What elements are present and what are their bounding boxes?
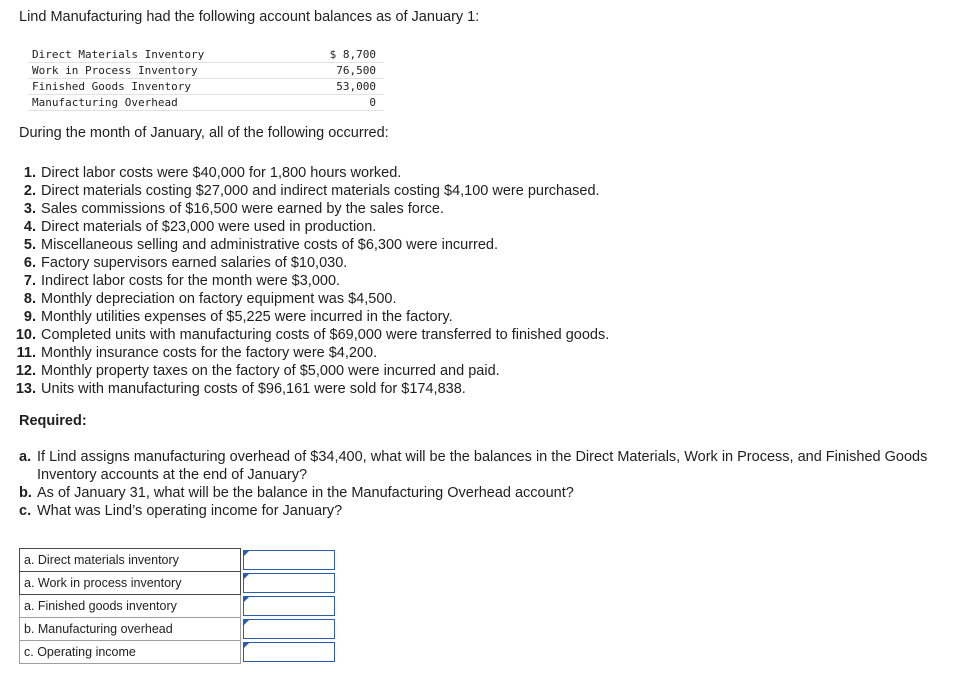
item-text: Factory supervisors earned salaries of $10,030. — [41, 255, 348, 271]
balance-label: Direct Materials Inventory — [28, 47, 276, 63]
item-text: Direct materials costing $27,000 and indirect materials costing $4,100 were purchased. — [41, 183, 600, 199]
question-letter: b. — [19, 485, 32, 501]
balance-value: 53,000 — [276, 79, 384, 95]
answer-label: c. Operating income — [20, 641, 241, 664]
balance-value: 0 — [276, 95, 384, 111]
balance-label: Work in Process Inventory — [28, 63, 276, 79]
input-marker-icon — [244, 551, 249, 556]
list-item — [10, 272, 609, 290]
item-number: 8. — [23, 291, 36, 307]
table-row — [28, 63, 384, 79]
item-text: Units with manufacturing costs of $96,161 were sold for $174,838. — [41, 381, 466, 397]
item-number: 13. — [15, 381, 36, 397]
answer-label: a. Work in process inventory — [20, 572, 241, 595]
list-item — [10, 182, 609, 200]
list-item — [10, 380, 609, 398]
item-text: Monthly insurance costs for the factory were $4,200. — [41, 345, 378, 361]
events-list — [10, 164, 609, 398]
input-marker-icon — [244, 574, 249, 579]
item-number: 9. — [23, 309, 36, 325]
question-text: If Lind assigns manufacturing overhead of $34,400, what will be the balances in the Direct Materials, Work in Process, and Finished Goods Inventory accounts at the end of January? — [37, 449, 928, 483]
item-number: 1. — [23, 165, 36, 181]
answer-label: a. Direct materials inventory — [20, 549, 241, 572]
item-text: Monthly property taxes on the factory of $5,000 were incurred and paid. — [41, 363, 500, 379]
list-item — [10, 344, 609, 362]
table-row — [28, 47, 384, 63]
list-item — [10, 254, 609, 272]
question-letter: a. — [19, 449, 32, 465]
balance-value: 76,500 — [276, 63, 384, 79]
work-in-process-input[interactable] — [243, 573, 335, 593]
answer-row — [20, 572, 336, 595]
finished-goods-input[interactable] — [243, 596, 335, 616]
list-item — [10, 308, 609, 326]
item-number: 12. — [15, 363, 36, 379]
answer-label: a. Finished goods inventory — [20, 595, 241, 618]
balance-label: Manufacturing Overhead — [28, 95, 276, 111]
list-item — [10, 362, 609, 380]
item-number: 4. — [23, 219, 36, 235]
intro-text: Lind Manufacturing had the following account balances as of January 1: — [19, 9, 480, 25]
item-text: Direct labor costs were $40,000 for 1,800 hours worked. — [41, 165, 402, 181]
answer-row — [20, 618, 336, 641]
list-item — [10, 326, 609, 344]
item-text: Monthly depreciation on factory equipment was $4,500. — [41, 291, 397, 307]
item-number: 2. — [23, 183, 36, 199]
direct-materials-input[interactable] — [243, 550, 335, 570]
item-number: 10. — [15, 327, 36, 343]
item-text: Completed units with manufacturing costs of $69,000 were transferred to finished goods. — [41, 327, 610, 343]
item-number: 11. — [16, 345, 36, 361]
item-number: 6. — [23, 255, 36, 271]
question-text: What was Lind’s operating income for January? — [37, 503, 343, 519]
questions-list — [19, 448, 959, 520]
table-row — [28, 95, 384, 111]
answer-row — [20, 595, 336, 618]
input-marker-icon — [244, 597, 249, 602]
answer-row — [20, 549, 336, 572]
manufacturing-overhead-input[interactable] — [243, 619, 335, 639]
list-item — [10, 200, 609, 218]
item-text: Direct materials of $23,000 were used in production. — [41, 219, 377, 235]
answer-table — [19, 548, 336, 664]
item-number: 5. — [23, 237, 36, 253]
item-text: Monthly utilities expenses of $5,225 were incurred in the factory. — [41, 309, 453, 325]
table-row — [28, 79, 384, 95]
item-text: Sales commissions of $16,500 were earned by the sales force. — [41, 201, 445, 217]
question-item — [19, 502, 959, 520]
balance-label: Finished Goods Inventory — [28, 79, 276, 95]
operating-income-input[interactable] — [243, 642, 335, 662]
required-heading: Required: — [19, 413, 87, 429]
answer-label: b. Manufacturing overhead — [20, 618, 241, 641]
item-text: Miscellaneous selling and administrative costs of $6,300 were incurred. — [41, 237, 499, 253]
input-marker-icon — [244, 620, 249, 625]
question-letter: c. — [19, 503, 32, 519]
balances-table — [28, 47, 384, 111]
list-item — [10, 164, 609, 182]
question-item — [19, 484, 959, 502]
item-number: 7. — [23, 273, 36, 289]
during-text: During the month of January, all of the following occurred: — [19, 125, 389, 141]
question-item — [19, 448, 959, 484]
list-item — [10, 236, 609, 254]
balance-value: $ 8,700 — [276, 47, 384, 63]
answer-row — [20, 641, 336, 664]
input-marker-icon — [244, 643, 249, 648]
question-text: As of January 31, what will be the balance in the Manufacturing Overhead account? — [37, 485, 574, 501]
list-item — [10, 218, 609, 236]
item-number: 3. — [23, 201, 36, 217]
list-item — [10, 290, 609, 308]
item-text: Indirect labor costs for the month were $3,000. — [41, 273, 341, 289]
